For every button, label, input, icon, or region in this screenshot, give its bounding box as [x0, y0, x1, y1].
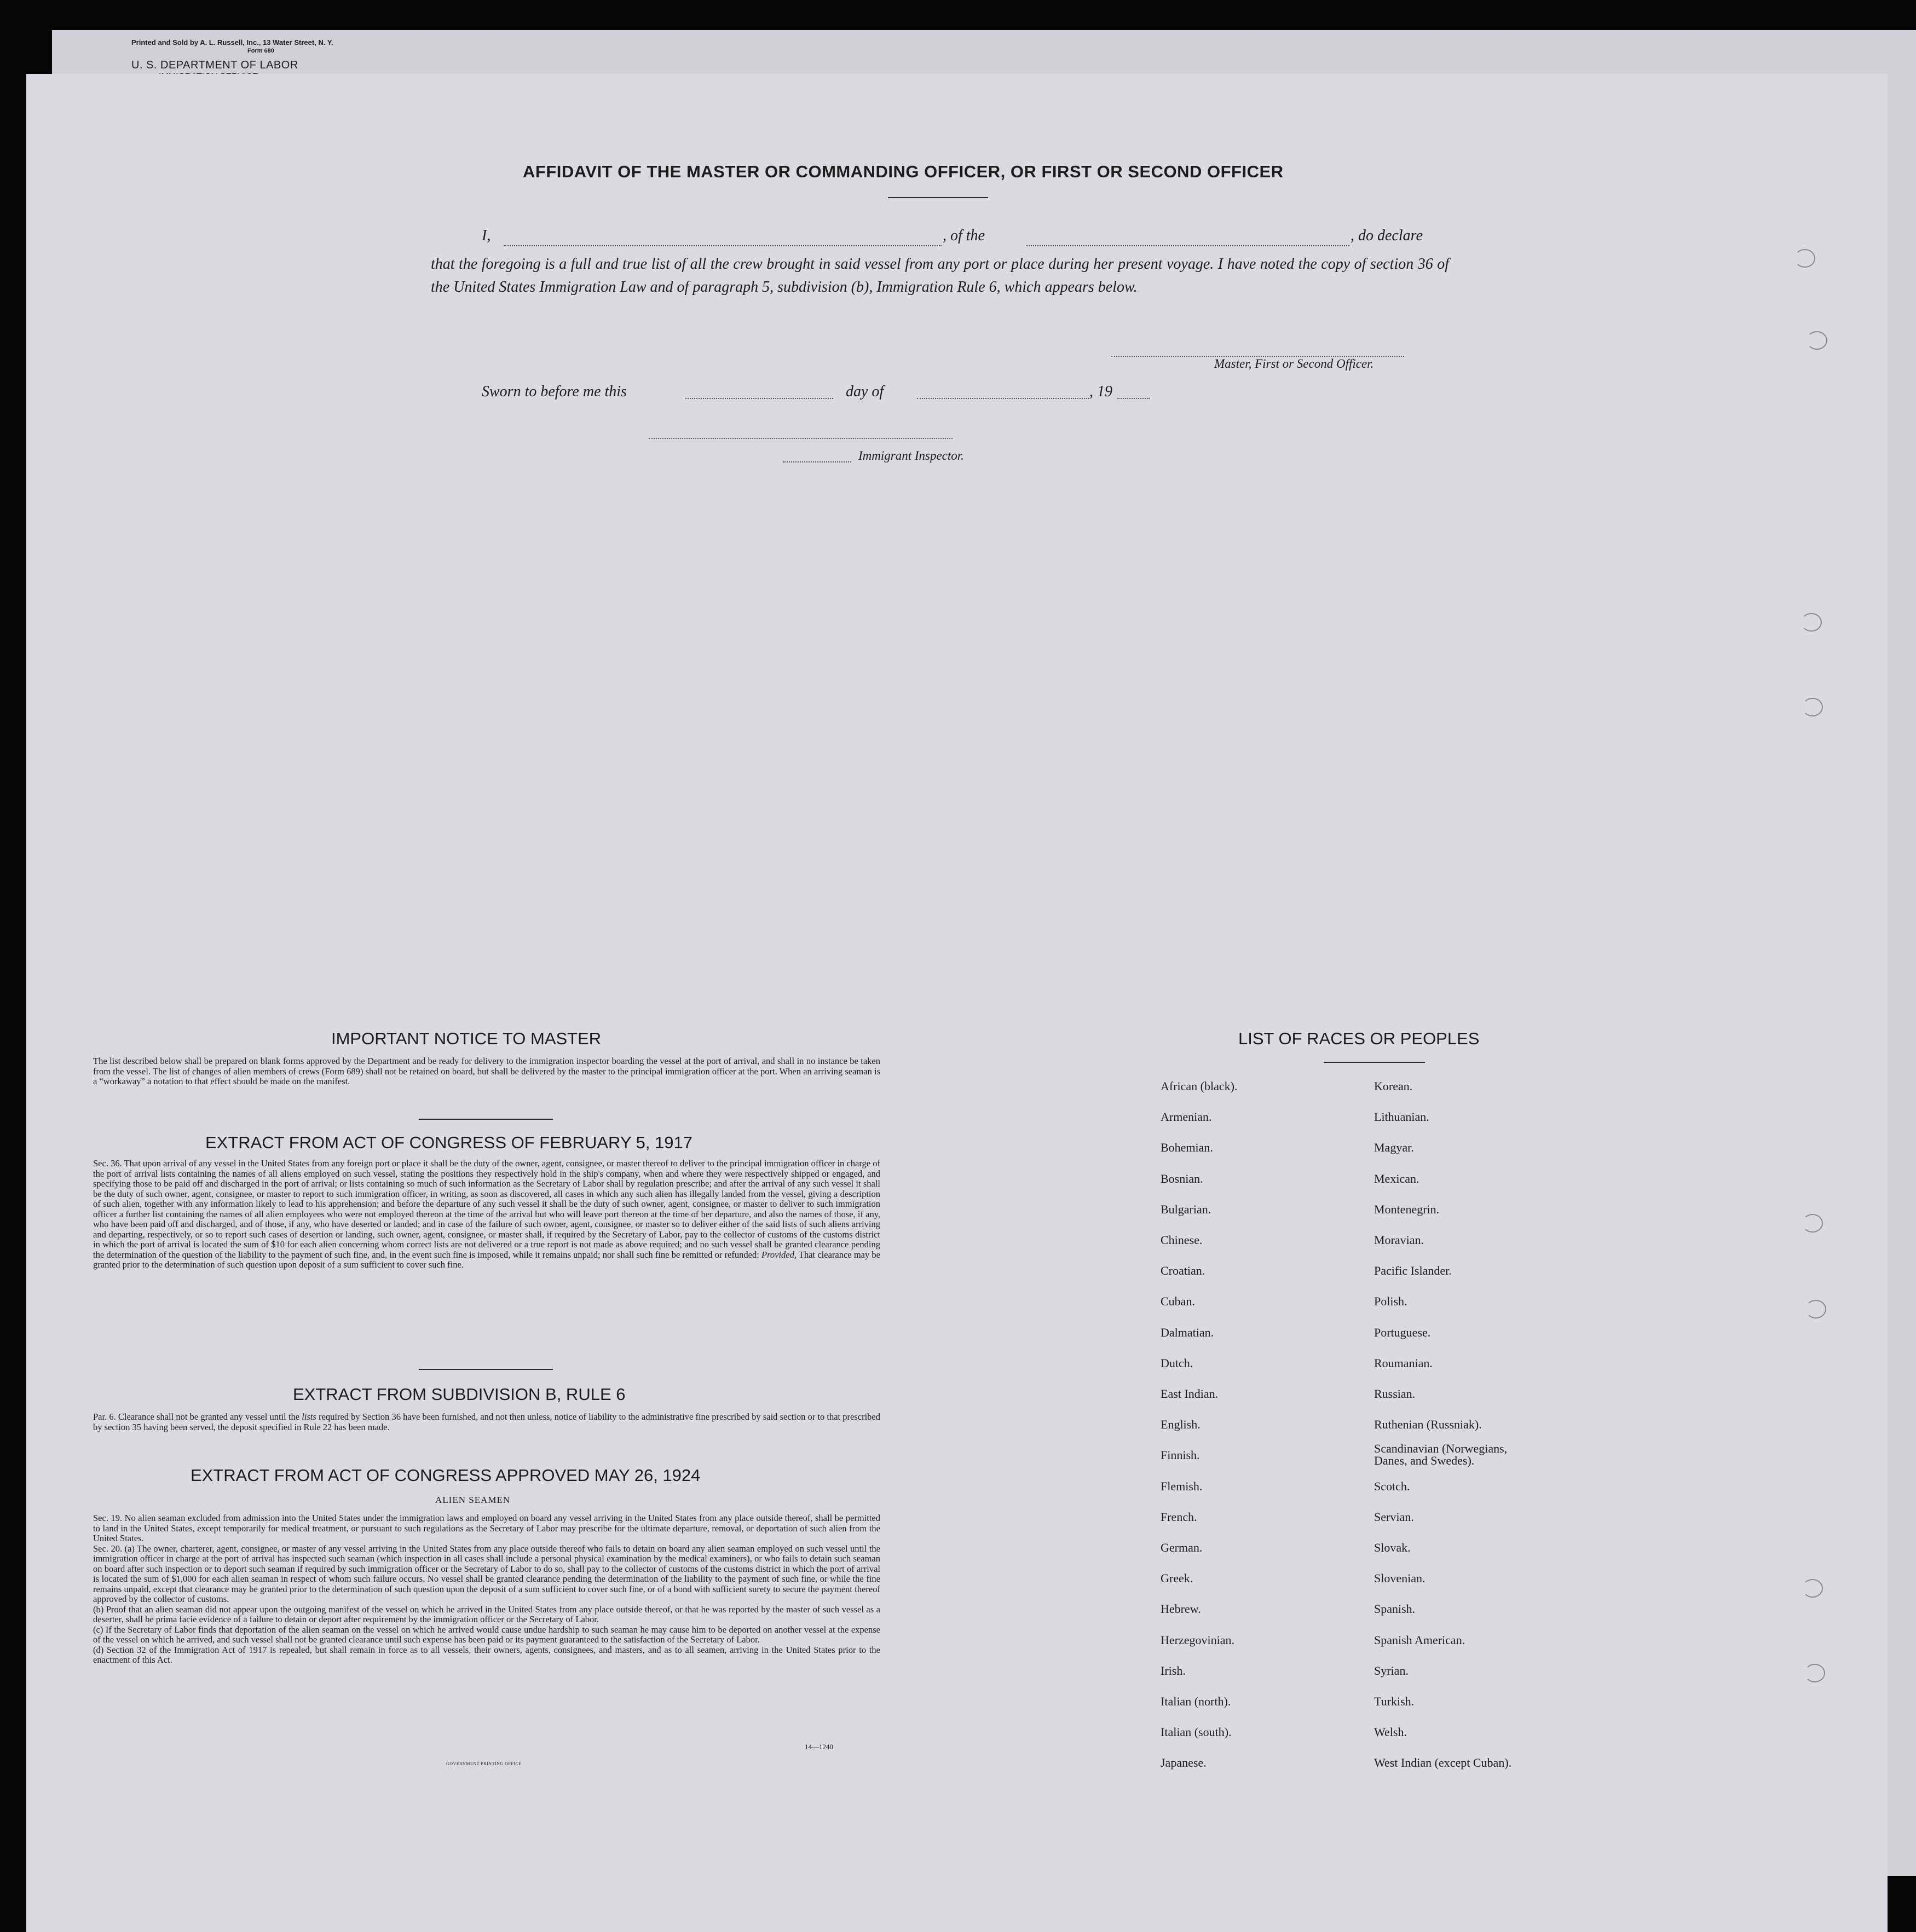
binding-hole-mark — [1807, 331, 1827, 350]
race-item: Magyar. — [1374, 1141, 1414, 1155]
race-item: French. — [1161, 1509, 1197, 1524]
race-item: German. — [1161, 1541, 1203, 1554]
provided-word: Provided, — [761, 1249, 797, 1260]
printing-office: GOVERNMENT PRINTING OFFICE — [446, 1761, 522, 1766]
binding-hole-mark — [1801, 613, 1822, 632]
race-item: Chinese. — [1161, 1233, 1203, 1247]
day-of-label: day of — [846, 383, 884, 400]
race-item: Syrian. — [1374, 1663, 1409, 1678]
inspector-label: Immigrant Inspector. — [858, 449, 964, 462]
race-item: Greek. — [1161, 1571, 1193, 1586]
race-item: Irish. — [1161, 1663, 1186, 1678]
extract-1924-text — [93, 1513, 880, 1665]
race-item: Spanish American. — [1374, 1633, 1465, 1647]
printer-line: Printed and Sold by A. L. Russell, Inc., 13 Water Street, N. Y. — [131, 38, 333, 47]
race-item: East Indian. — [1161, 1387, 1219, 1401]
race-item: West Indian (except Cuban). — [1374, 1756, 1512, 1770]
race-item: Korean. — [1374, 1079, 1413, 1093]
race-item: Montenegrin. — [1374, 1202, 1440, 1216]
race-item: Portuguese. — [1374, 1325, 1431, 1339]
race-item: Roumanian. — [1374, 1356, 1433, 1370]
form-code: 14—1240 — [805, 1743, 833, 1751]
race-item: Scotch. — [1374, 1479, 1410, 1493]
race-item: English. — [1161, 1418, 1201, 1432]
race-item: Flemish. — [1161, 1479, 1203, 1493]
race-item: Hebrew. — [1161, 1602, 1201, 1616]
race-item: Lithuanian. — [1374, 1110, 1429, 1124]
race-item: Slovak. — [1374, 1541, 1411, 1554]
department-name: U. S. DEPARTMENT OF LABOR — [131, 59, 298, 71]
race-item: Spanish. — [1374, 1602, 1416, 1616]
name-blank[interactable] — [504, 245, 942, 246]
affidavit-i-label: I, — [482, 227, 491, 244]
notice-title: IMPORTANT NOTICE TO MASTER — [331, 1029, 602, 1048]
title-divider — [888, 197, 988, 198]
race-item: Cuban. — [1161, 1294, 1195, 1309]
master-signature-label: Master, First or Second Officer. — [1214, 357, 1374, 371]
race-item: Herzegovinian. — [1161, 1633, 1234, 1647]
binding-hole-mark — [1805, 1300, 1826, 1318]
races-divider — [1324, 1062, 1425, 1063]
race-item: Italian (north). — [1161, 1694, 1231, 1708]
race-item: Bulgarian. — [1161, 1202, 1211, 1216]
section-36-text: Sec. 36. That upon arrival of any vessel in the United States from any foreign port or place it shall be the duty of the owner, agent, consignee, or master thereof to deliver to the principal immigration officer in charge of the port of arrival lists containing the names of all aliens employed on such vessel, stating the positions they respectively hold in the ship's company, when and where they were respectively shipped or engaged, and specifying those to be paid off and discharged in the port of arrival; or lists containing so much of such information as the Secretary of Labor shall by regulation prescribe; and after the arrival of any such vessel it shall be the duty of such owner, agent, consignee, or master to report to such immigration officer, in writing, as soon as discovered, all cases in which any such alien has illegally landed from the vessel, giving a description of such alien, together with any information likely to lead to his apprehension; and before the departure of any such vessel it shall be the duty of such owner, agent, consignee, or master to deliver to such immigration officer a further list containing the names of all alien employees who were not employed thereon at the time of the arrival but who will leave port thereon at the time of her departure, and also the names of those, if any, who have been paid off and discharged, and of those, if any, who have deserted or landed; and in case of the failure of such owner, agent, consignee, or master so to deliver either of the said lists of such aliens arriving and departing, respectively, or so to report such cases of desertion or landing, such owner, agent, consignee, or master shall, if required by the Secretary of Labor, pay to the collector of customs of the customs district in which the port of arrival is located the sum of $10 for each alien concerning whom correct lists are not delivered or a true report is not made as above required; and no such vessel shall be granted clearance pending the determination of the question of the liability to the payment of such fine, and, in the event such fine is imposed, while it remains unpaid; nor shall such fine be remitted or refunded: — [93, 1158, 880, 1260]
race-item: Servian. — [1374, 1509, 1414, 1524]
race-item: Slovenian. — [1374, 1571, 1426, 1586]
section-36-proviso: That clearance may be granted prior to the determination of such question upon deposit of a sum sufficient to cover such fine. — [93, 1249, 880, 1270]
race-item: Ruthenian (Russniak). — [1374, 1418, 1482, 1432]
section-20c-paragraph: (c) If the Secretary of Labor finds that deportation of the alien seaman on the vessel on which he arrived would cause undue hardship to such seaman he may cause him to be deported on another vessel at the expense of the vessel on which he arrived, and such vessel shall not be granted clearance until such expense has been paid or its payment guaranteed to the satisfaction of the Secretary of Labor. — [93, 1624, 880, 1645]
inspector-name-blank[interactable] — [783, 461, 851, 462]
year-label: , 19 — [1089, 383, 1112, 400]
section-20d-paragraph: (d) Section 32 of the Immigration Act of 1917 is repealed, but shall remain in force as to all vessels, their owners, agents, consignees, and masters, and as to all seamen, arriving in the United States prior to the enactment of this Act. — [93, 1644, 880, 1665]
rule6-text-a: Par. 6. Clearance shall not be granted any vessel until the — [93, 1412, 300, 1422]
race-item: Dutch. — [1161, 1356, 1193, 1370]
binding-hole-mark — [1804, 1664, 1825, 1682]
binding-hole-mark — [1802, 1214, 1823, 1233]
race-item: Welsh. — [1374, 1725, 1407, 1739]
race-item: Scandinavian (Norwegians, Danes, and Swedes). — [1374, 1442, 1508, 1468]
form-number: Form 680 — [247, 48, 274, 54]
extract-1917-text — [93, 1159, 880, 1270]
section-19-paragraph: Sec. 19. No alien seaman excluded from admission into the United States under the immigration laws and employed on board any vessel arriving in the United States from any place outside thereof, shall be permitted to land in the United States, except temporarily for medical treatment, or pursuant to such regulations as the Secretary of Labor may prescribe for the ultimate departure, removal, or deportation of such alien from the United States. — [93, 1513, 880, 1543]
extract-rule6-text — [93, 1412, 880, 1432]
race-item: Turkish. — [1374, 1694, 1415, 1708]
inspector-signature-line[interactable] — [649, 438, 953, 439]
extract-1917-divider — [419, 1369, 553, 1370]
sworn-label: Sworn to before me this — [482, 383, 627, 400]
binding-hole-mark — [1794, 249, 1815, 268]
race-item: Finnish. — [1161, 1448, 1200, 1462]
race-item: Croatian. — [1161, 1264, 1205, 1278]
race-item: Bohemian. — [1161, 1141, 1213, 1155]
race-item: Armenian. — [1161, 1110, 1212, 1124]
of-the-label: , of the — [943, 227, 985, 244]
do-declare-label: , do declare — [1351, 227, 1423, 244]
binding-hole-mark — [1802, 698, 1823, 716]
race-item: Moravian. — [1374, 1233, 1424, 1247]
day-blank[interactable] — [685, 398, 833, 399]
race-item: Mexican. — [1374, 1171, 1419, 1185]
year-blank[interactable] — [1117, 398, 1150, 399]
affidavit-title: AFFIDAVIT OF THE MASTER OR COMMANDING OFFICER, OR FIRST OR SECOND OFFICER — [523, 162, 1284, 181]
binding-hole-mark — [1802, 1579, 1823, 1598]
month-blank[interactable] — [917, 398, 1089, 399]
notice-divider — [419, 1119, 553, 1120]
race-item: Dalmatian. — [1161, 1325, 1214, 1339]
rule6-text-b: required by Section 36 have been furnished, and not then unless, notice of liability to the administrative fine prescribed by said section or to that prescribed by section 35 having been served, the deposit specified in Rule 22 has been made. — [93, 1412, 881, 1432]
races-title: LIST OF RACES OR PEOPLES — [1238, 1029, 1480, 1048]
extract-1917-title: EXTRACT FROM ACT OF CONGRESS OF FEBRUARY 5, 1917 — [205, 1133, 693, 1152]
alien-seamen-subtitle: ALIEN SEAMEN — [435, 1495, 511, 1505]
race-item: African (black). — [1161, 1079, 1238, 1093]
notice-text: The list described below shall be prepared on blank forms approved by the Department and be ready for delivery to the immigration inspector boarding the vessel at the port of arrival, and shall in no instance be taken from the vessel. The list of changes of alien members of crews (Form 689) shall not be retained on board, but shall be delivered by the master to the principal immigration officer at the port. When an arriving seaman is a “workaway” a notation to that effect should be made on the manifest. — [93, 1056, 880, 1086]
section-20b-paragraph: (b) Proof that an alien seaman did not appear upon the outgoing manifest of the vessel on which he arrived in the United States from any place outside thereof, or that he was reported by the master of such vessel as a deserter, shall be prima facie evidence of a failure to detain or deport after requirement by the immigration officer or the Secretary of Labor. — [93, 1604, 880, 1624]
race-item: Russian. — [1374, 1387, 1416, 1401]
race-item: Japanese. — [1161, 1756, 1207, 1770]
section-20a-paragraph: Sec. 20. (a) The owner, charterer, agent, consignee, or master of any vessel arriving in the United States from any place outside thereof who fails to detain on board any alien seaman employed on such vessel until the immigration officer in charge at the port of arrival has inspected such seaman (which inspection in all cases shall include a personal physical examination by the medical examiners), or who fails to detain such seaman on board after such inspection or to deport such seaman if required by such immigration officer or the Secretary of Labor to do so, shall pay to the collector of customs of the customs district in which the port of arrival is located the sum of $1,000 for each alien seaman in respect of whom such failure occurs. No vessel shall be granted clearance pending the determination of the liability to the payment of such fine, or while the fine remains unpaid, except that clearance may be granted prior to the determination of such question upon the deposit of a sum sufficient to cover such fine, or of a bond with sufficient surety to secure the payment thereof approved by the collector of customs. — [93, 1543, 880, 1604]
race-item: Italian (south). — [1161, 1725, 1232, 1739]
race-item: Polish. — [1374, 1294, 1407, 1309]
extract-rule6-title: EXTRACT FROM SUBDIVISION B, RULE 6 — [293, 1385, 626, 1404]
vessel-blank[interactable] — [1026, 245, 1349, 246]
declaration-text: that the foregoing is a full and true list of all the crew brought in said vessel from any port or place during her present voyage. I have noted the copy of section 36 of the United States Immigration Law and of paragraph 5, subdivision (b), Immigration Rule 6, which appears below. — [431, 256, 1449, 296]
race-item: Pacific Islander. — [1374, 1264, 1452, 1278]
extract-1924-title: EXTRACT FROM ACT OF CONGRESS APPROVED MAY 26, 1924 — [191, 1466, 701, 1485]
lists-word: lists — [302, 1412, 316, 1422]
race-item: Bosnian. — [1161, 1171, 1203, 1185]
